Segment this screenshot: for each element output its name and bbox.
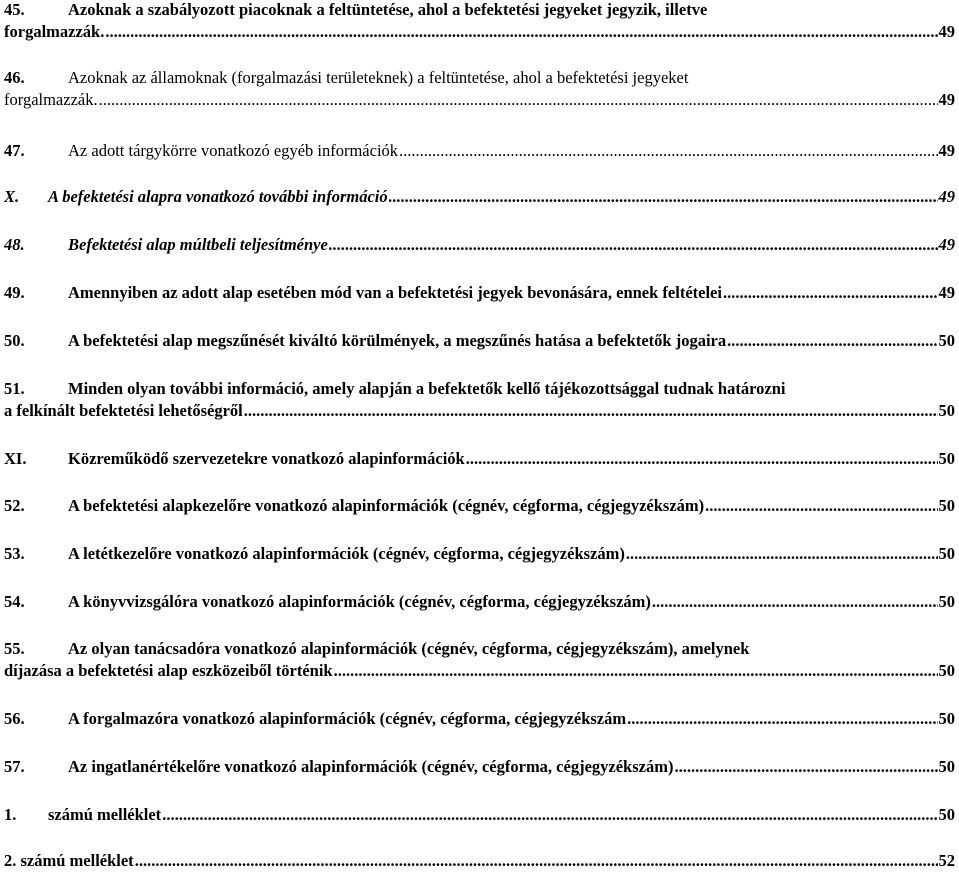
- toc-entry-45[interactable]: [4, 0, 955, 43]
- toc-title-continued: forgalmazzák.: [4, 22, 105, 41]
- toc-number: 55.: [4, 639, 25, 658]
- toc-title: Az ingatlanértékelőre vonatkozó alapinformációk (cégnév, cégforma, cégjegyzékszám): [68, 757, 674, 776]
- dot-leader: [727, 330, 937, 352]
- toc-page-number: 49: [938, 187, 955, 206]
- dot-leader: [627, 708, 937, 730]
- toc-title-continued: forgalmazzák.: [4, 90, 98, 109]
- toc-entry-49[interactable]: [4, 282, 955, 304]
- toc-title: Minden olyan további információ, amely alapján a befektetők kellő tájékozottsággal tudnak határozni: [68, 379, 786, 398]
- toc-title: Az adott tárgykörre vonatkozó egyéb információk: [68, 141, 399, 160]
- toc-page-number: 50: [938, 661, 955, 680]
- dot-leader: [652, 591, 938, 613]
- toc-number: 53.: [4, 544, 25, 563]
- toc-page-number: 50: [938, 544, 955, 563]
- toc-entry-annex-1[interactable]: [4, 804, 955, 826]
- toc-page-number: 50: [938, 449, 955, 468]
- dot-leader: [244, 400, 938, 422]
- toc-number: 54.: [4, 592, 25, 611]
- toc-number: 1.: [4, 805, 17, 824]
- dot-leader: [705, 495, 937, 517]
- toc-number: XI.: [4, 449, 27, 468]
- toc-entry-47[interactable]: [4, 140, 955, 162]
- toc-title-continued: díjazása a befektetési alap eszközeiből történik: [4, 661, 333, 680]
- dot-leader: [135, 850, 938, 872]
- toc-title-continued: a felkínált befektetési lehetőségről: [4, 401, 243, 420]
- toc-page-number: 49: [938, 22, 955, 41]
- toc-page-number: 50: [938, 805, 955, 824]
- toc-page-number: 49: [938, 90, 955, 109]
- toc-page-number: 50: [938, 709, 955, 728]
- toc-title: A befektetési alap megszűnését kiváltó körülmények, a megszűnés hatása a befektetők jogaira: [68, 331, 727, 350]
- dot-leader: [723, 282, 938, 304]
- dot-leader: [399, 140, 937, 162]
- toc-number: 45.: [4, 0, 25, 19]
- toc-page-number: 50: [938, 496, 955, 515]
- toc-title: Közreműködő szervezetekre vonatkozó alapinformációk: [68, 449, 465, 468]
- toc-number: 47.: [4, 141, 25, 160]
- toc-number: 2.: [4, 851, 17, 870]
- dot-leader: [626, 543, 938, 565]
- dot-leader: [334, 660, 938, 682]
- toc-page-number: 49: [938, 235, 955, 254]
- toc-title: A forgalmazóra vonatkozó alapinformációk (cégnév, cégforma, cégjegyzékszám: [68, 709, 627, 728]
- toc-title: Befektetési alap múltbeli teljesítménye: [68, 235, 328, 254]
- toc-entry-57[interactable]: [4, 756, 955, 778]
- toc-entry-48[interactable]: [4, 234, 955, 256]
- toc-page-number: 50: [938, 331, 955, 350]
- toc-entry-54[interactable]: [4, 591, 955, 613]
- toc-title: A befektetési alapkezelőre vonatkozó alapinformációk (cégnév, cégforma, cégjegyzékszám): [68, 496, 705, 515]
- dot-leader: [162, 804, 937, 826]
- toc-title: A letétkezelőre vonatkozó alapinformációk (cégnév, cégforma, cégjegyzékszám): [68, 544, 625, 563]
- toc-number: 46.: [4, 68, 25, 87]
- toc-entry-46[interactable]: [4, 67, 955, 111]
- toc-page-number: 50: [938, 401, 955, 420]
- dot-leader: [99, 89, 938, 111]
- dot-leader: [674, 756, 937, 778]
- toc-entry-55[interactable]: [4, 638, 955, 682]
- toc-entry-52[interactable]: [4, 495, 955, 517]
- toc-entry-X[interactable]: [4, 186, 955, 208]
- toc-title: számú melléklet: [48, 805, 162, 824]
- toc-page-number: 50: [938, 592, 955, 611]
- dot-leader: [329, 234, 938, 256]
- toc-page-number: 52: [938, 851, 955, 870]
- toc-number: 51.: [4, 379, 25, 398]
- toc-number: 49.: [4, 283, 25, 302]
- toc-page-number: 49: [938, 283, 955, 302]
- toc-entry-XI[interactable]: [4, 448, 955, 470]
- toc-entry-50[interactable]: [4, 330, 955, 352]
- toc-entry-53[interactable]: [4, 543, 955, 565]
- toc-number: 50.: [4, 331, 25, 350]
- toc-number: 57.: [4, 757, 25, 776]
- toc-number: 48.: [4, 235, 25, 254]
- toc-number: 56.: [4, 709, 25, 728]
- toc-title: A könyvvizsgálóra vonatkozó alapinformációk (cégnév, cégforma, cégjegyzékszám): [68, 592, 651, 611]
- toc-entry-51[interactable]: [4, 378, 955, 422]
- toc-title: Azoknak a szabályozott piacoknak a feltüntetése, ahol a befektetési jegyeket jegyzik, illetve: [68, 0, 708, 19]
- toc-page-number: 49: [938, 141, 955, 160]
- toc-title: A befektetési alapra vonatkozó további információ: [48, 187, 388, 206]
- toc-title: számú melléklet: [20, 851, 134, 870]
- dot-leader: [105, 21, 937, 43]
- toc-entry-annex-2[interactable]: [4, 850, 955, 872]
- toc-number: X.: [4, 187, 20, 206]
- toc-number: 52.: [4, 496, 25, 515]
- dot-leader: [389, 186, 938, 208]
- toc-page-number: 50: [938, 757, 955, 776]
- toc-title: Azoknak az államoknak (forgalmazási területeknek) a feltüntetése, ahol a befektetési jegyeket: [68, 68, 689, 87]
- dot-leader: [466, 448, 938, 470]
- toc-title: Amennyiben az adott alap esetében mód van a befektetési jegyek bevonására, ennek feltételei: [68, 283, 722, 302]
- toc-entry-56[interactable]: [4, 708, 955, 730]
- toc-title: Az olyan tanácsadóra vonatkozó alapinformációk (cégnév, cégforma, cégjegyzékszám), amelynek: [68, 639, 750, 658]
